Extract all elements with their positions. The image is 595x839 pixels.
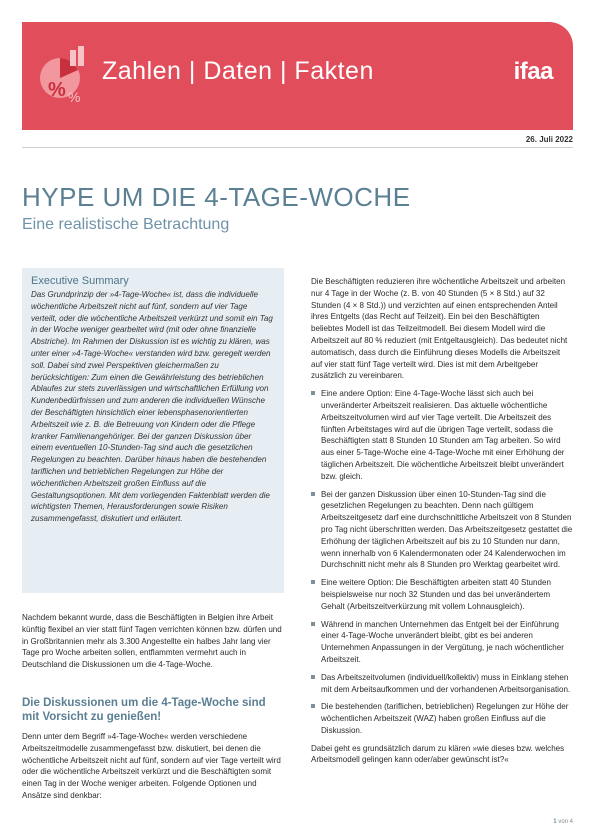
executive-summary-box <box>22 268 284 593</box>
list-item: Bei der ganzen Diskussion über einen 10-Stunden-Tag sind die gesetzlichen Regelungen zu beachten. Denn nach gültigem Arbeitszeitgesetz darf eine durchschnittliche Arbeitszeit von 8 Stunden pro Tag nicht überschritten werden. Das Arbeitszeitgesetz gestattet die Erhöhung der täglichen Arbeitszeit auf bis zu 10 Stunden nur dann, wenn innerhalb von 6 Kalendermonaten oder 24 Kalenderwochen im Durchschnitt nicht mehr als 8 Stunden pro Werktag gearbeitet wird. <box>311 489 573 572</box>
page-current: 1 <box>553 819 557 825</box>
options-list <box>311 388 573 737</box>
header-title: Zahlen | Daten | Fakten <box>102 57 374 85</box>
right-column <box>311 276 573 772</box>
intro-paragraph: Nachdem bekannt wurde, dass die Beschäftigten in Belgien ihre Arbeit künftig flexibel an vier statt fünf Tagen verrichten können bzw. dürfen und in Großbritannien mehr als 3.300 Angestellte ein halbes Jahr lang vier Tage pro Woche arbeiten sollen, entflammten vermehrt auch in Deutschland die Diskussionen um die 4-Tage-Woche. <box>22 613 282 670</box>
executive-summary-text: Das Grundprinzip der »4-Tage-Woche« ist, dass die individuelle wöchentliche Arbeitszeit nicht auf fünf, sondern auf vier Tage verteilt, oder die wöchentliche Arbeitszeit verkürzt und somit ein Tag in der Woche weniger gearbeitet wird (mit oder ohne finanzielle Abstriche). Im Rahmen der Diskussion ist es wichtig zu klären, was unter einer »4-Tage-Woche« verstanden wird bzw. geregelt werden soll. Dabei sind zwei Perspektiven gleichermaßen zu berücksichtigen: Zum einen die Gewährleistung des betrieblichen Ablaufes zur stets zuverlässigen und wirtschaftlichen Erfüllung von Kundenbedürfnissen und zum anderen die individuellen Wünsche der Beschäftigten hinsichtlich einer lebensphasenorientierten Arbeitszeit wie z. B. die Betreuung von Kindern oder die Pflege kranker Familienangehöriger. Bei der ganzen Diskussion über einem eventuellen 10-Stunden-Tag sind auch die gesetzlichen Regelungen zu beachten. Darüber hinaus haben die bestehenden tariflichen und betrieblichen Regelungen zur Höhe der wöchentlichen Arbeitszeit großen Einfluss auf die Gestaltungsoptionen. Mit dem vorliegenden Faktenblatt werden die wichtigsten Themen, Herausforderungen sowie Risiken zusammengefasst, diskutiert und erläutert. <box>31 290 273 524</box>
page-subtitle: Eine realistische Betrachtung <box>22 216 230 233</box>
svg-text:%: % <box>48 79 66 101</box>
publication-date: 26. Juli 2022 <box>525 135 573 144</box>
bullet-icon <box>311 704 315 708</box>
list-item: Eine weitere Option: Die Beschäftigten arbeiten statt 40 Stunden beispielsweise nur noch 32 Stunden und das bei unverändertem Gehalt (Arbeitszeitverkürzung mit vollem Lohnausgleich). <box>311 577 573 612</box>
right-intro-paragraph: Die Beschäftigten reduzieren ihre wöchentliche Arbeitszeit und arbeiten nur 4 Tage in der Woche (z. B. von 40 Stunden (5 × 8 Std.) auf 32 Stunden (4 × 8 Std.)) und verzichten auf einen entsprechenden Anteil ihres Entgelts (das Recht auf Teilzeit). Ein bei den Beschäftigten beliebtes Modell ist das Teilzeitmodell. Bei diesem Modell wird die Arbeitszeit auf 80 % reduziert (mit Entgeltausgleich). Das bedeutet nicht automatisch, dass durch die Einführung dieses Modells die Arbeitszeit auf vier statt fünf Tage verteilt wird. Dies ist mit dem Arbeitgeber zusätzlich zu vereinbaren. <box>311 277 568 381</box>
page-number <box>553 819 573 825</box>
bullet-icon <box>311 391 315 395</box>
bullet-icon <box>311 492 315 496</box>
bullet-icon <box>311 622 315 626</box>
executive-summary-heading: Executive Summary <box>31 275 129 287</box>
list-item: Eine andere Option: Eine 4-Tage-Woche lässt sich auch bei unveränderter Arbeitszeit realisieren. Das aktuelle wöchentliche Arbeitszeitvolumen wird auf vier Tage verteilt. Die Arbeitszeit des fünften Arbeitstages wird auf die übrigen Tage verteilt, sodass die Beschäftigten statt 8 Stunden 10 Stunden am Tag arbeiten. So wird aus einer 5-Tage-Woche eine 4-Tage-Woche mit einer Erhöhung der täglichen Arbeitszeit. Die wöchentliche Arbeitszeit bleibt unverändert bzw. gleich. <box>311 388 573 482</box>
list-item: Die bestehenden (tariflichen, betrieblichen) Regelungen zur Höhe der wöchentlichen Arbeitszeit (WAZ) haben großen Einfluss auf die Diskussion. <box>311 701 573 736</box>
bullet-icon <box>311 580 315 584</box>
section-heading: Die Diskussionen um die 4-Tage-Woche sind mit Vorsicht zu genießen! <box>22 697 266 723</box>
bullet-icon <box>311 675 315 679</box>
page-title: HYPE UM DIE 4-TAGE-WOCHE <box>22 182 411 212</box>
percent-chart-icon <box>34 44 98 108</box>
ifaa-logo: ifaa <box>513 58 553 85</box>
page-total: von 4 <box>558 819 573 825</box>
right-closing-paragraph: Dabei geht es grundsätzlich darum zu klären »wie dieses bzw. welches Arbeitsmodell gelingen kann oder/aber gewünscht ist?« <box>311 743 565 765</box>
header-banner <box>22 22 573 130</box>
list-item: Während in manchen Unternehmen das Entgelt bei der Einführung einer 4-Tage-Woche unverändert bleibt, gibt es bei anderen Unternehmen Anpassungen in der Vergütung, je nach wöchentlicher Arbeitszeit. <box>311 619 573 666</box>
svg-text:%: % <box>68 89 81 105</box>
section-paragraph: Denn unter dem Begriff »4-Tage-Woche« werden verschiedene Arbeitszeitmodelle zusammengefasst bzw. diskutiert, bei denen die wöchentliche Arbeitszeit nicht auf fünf, sondern auf vier Tage verteilt wird oder die wöchentliche Arbeitszeit verkürzt und die Beschäftigten somit einen Tag in der Woche weniger arbeiten. Folgende Optionen und Ansätze sind denkbar: <box>22 732 281 800</box>
divider <box>22 147 573 148</box>
list-item: Das Arbeitszeitvolumen (individuell/kollektiv) muss in Einklang stehen mit dem Arbeitsaufkommen und der vorhandenen Arbeitsorganisation. <box>311 672 573 696</box>
